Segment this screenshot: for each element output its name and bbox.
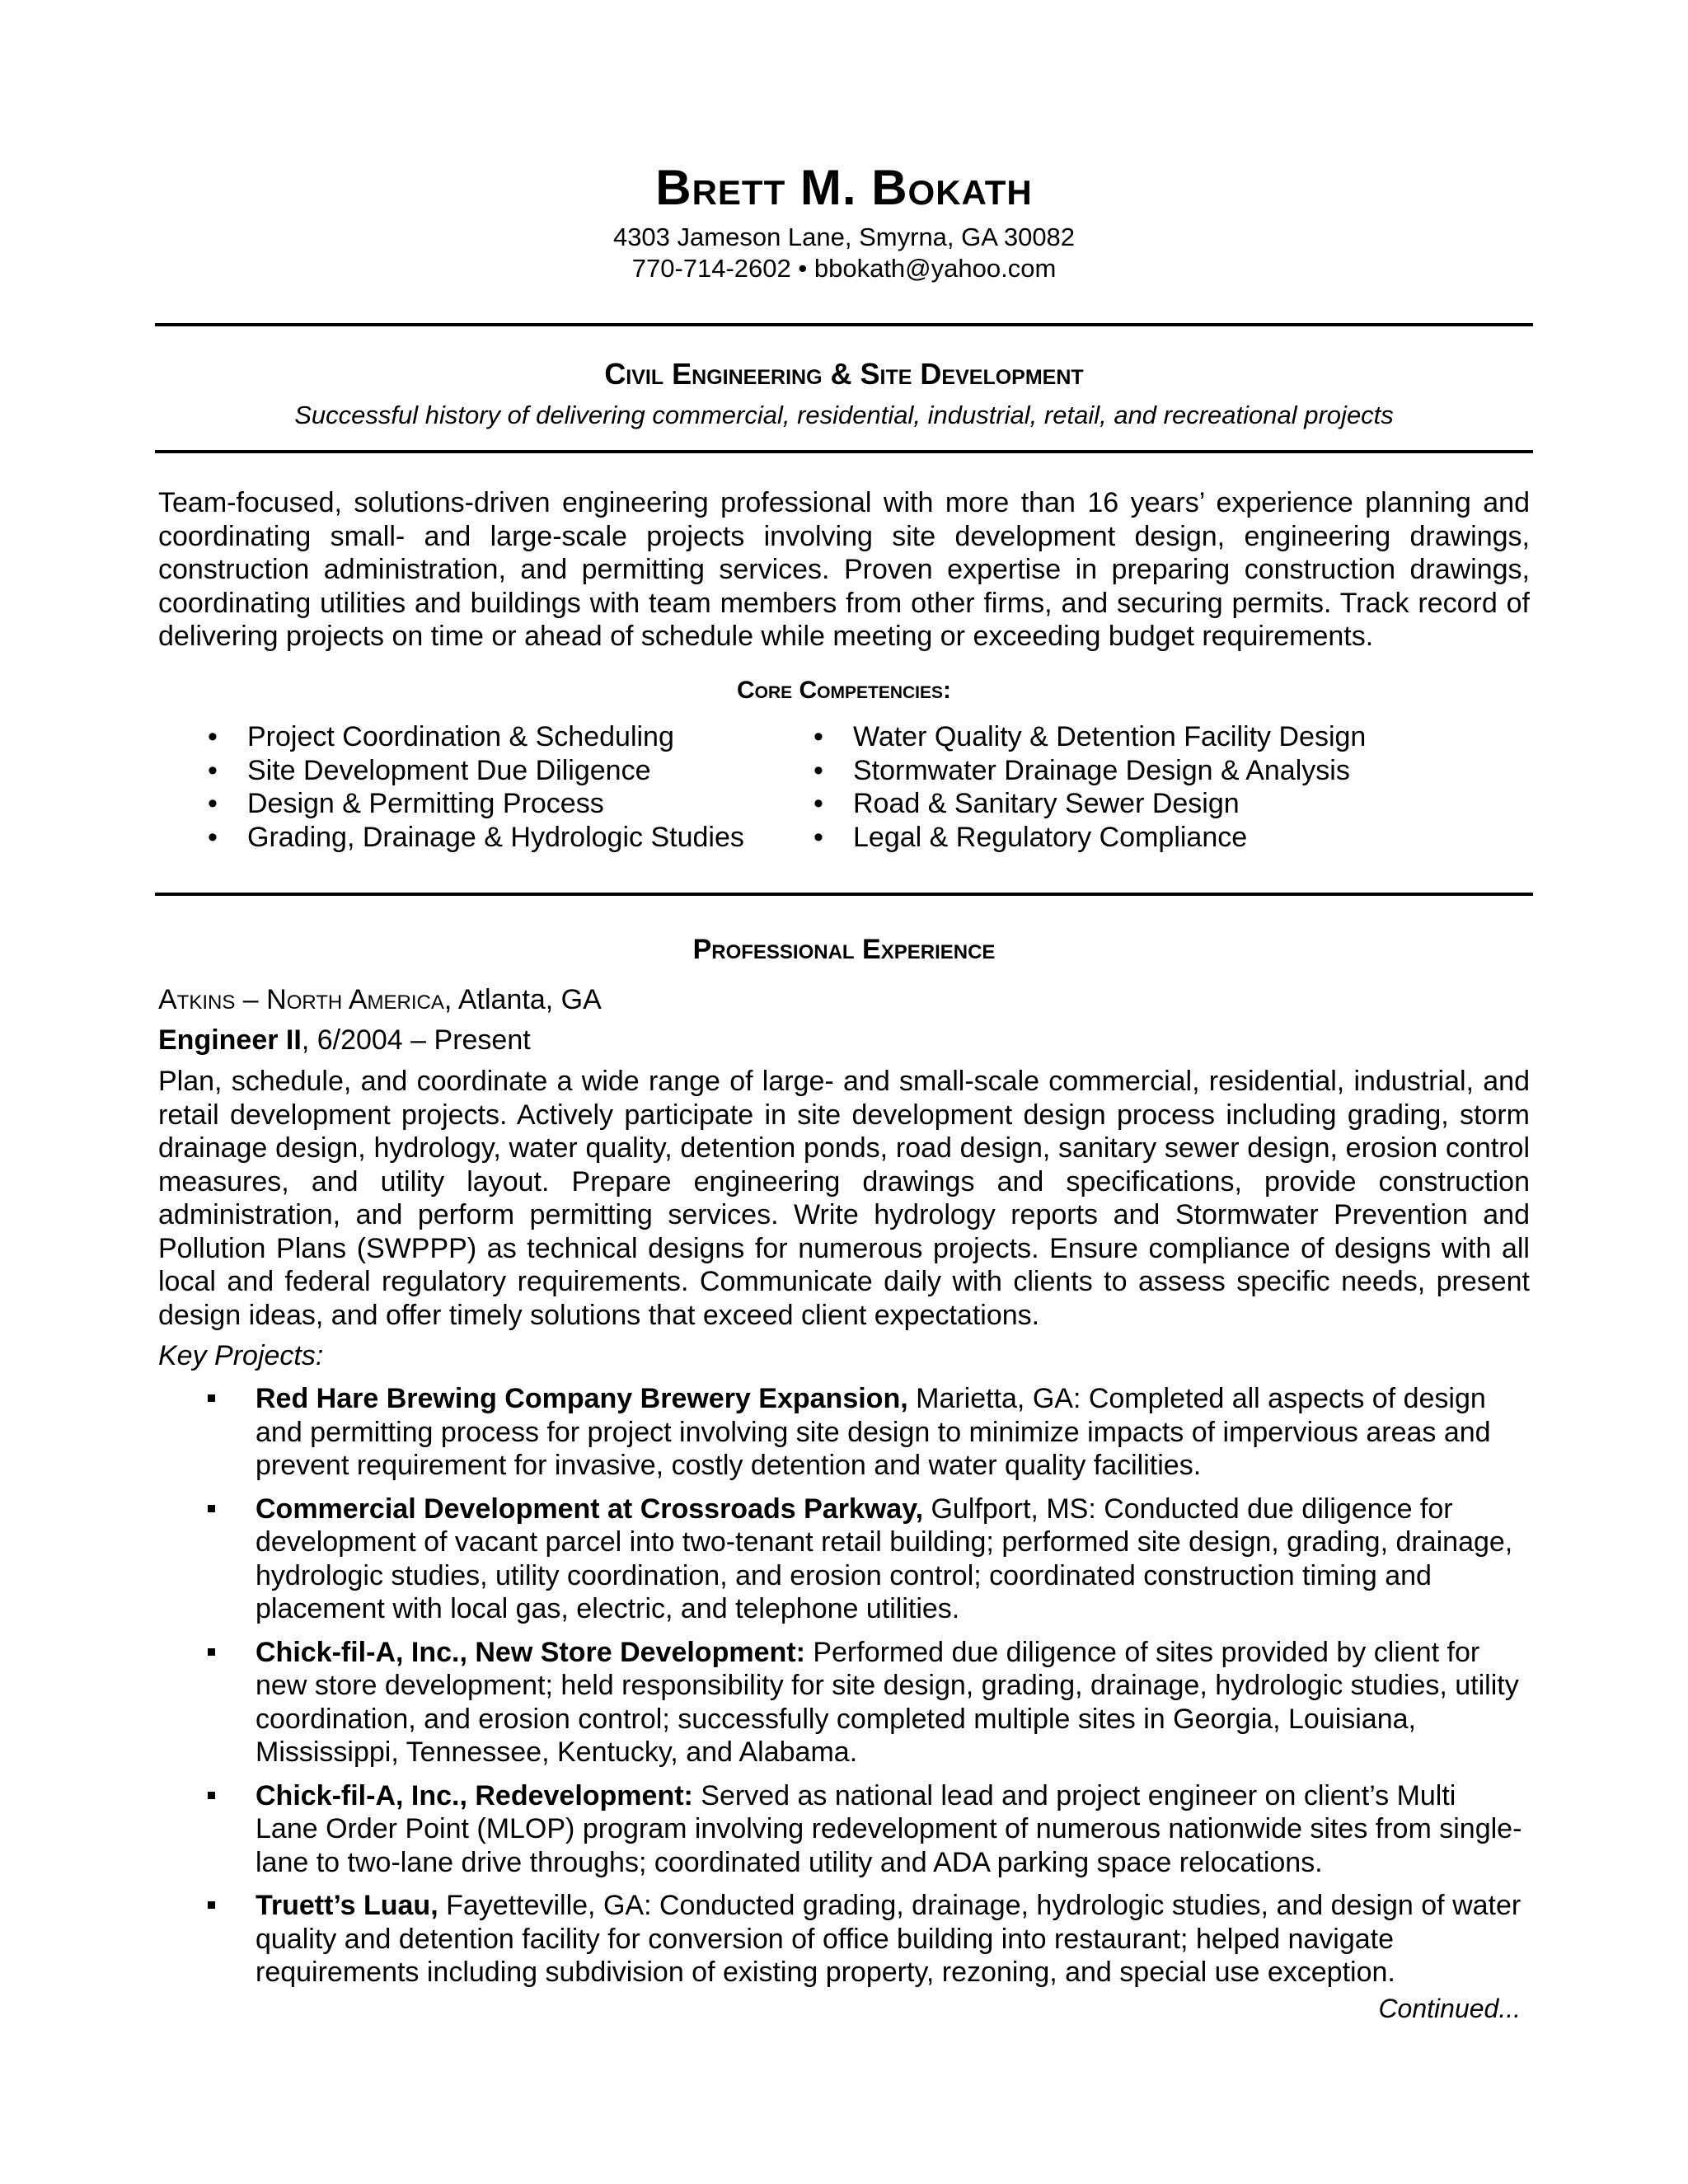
square-bullet-icon [208, 1505, 215, 1512]
continued-note: Continued... [1378, 1994, 1521, 2023]
project-item [256, 1382, 1525, 1483]
divider-headline [155, 450, 1533, 453]
competencies-right-list [814, 720, 1367, 854]
role-line [158, 1023, 531, 1057]
bullet-icon: • [208, 721, 218, 752]
headline-tagline: Successful history of delivering commercial, residential, industrial, retail, and recreational projects [294, 401, 1394, 429]
project-item [256, 1636, 1525, 1769]
bullet-icon: • [208, 821, 218, 853]
project-name: Red Hare Brewing Company Brewery Expansion, [256, 1383, 908, 1414]
divider-top [155, 323, 1533, 326]
project-name: Chick-fil-A, Inc., Redevelopment: [256, 1779, 693, 1811]
key-projects-label: Key Projects: [158, 1340, 324, 1371]
project-name: Chick-fil-A, Inc., New Store Development: [256, 1636, 805, 1668]
square-bullet-icon [208, 1901, 215, 1909]
bullet-icon: • [814, 754, 823, 786]
project-name: Truett’s Luau, [256, 1890, 438, 1921]
competency-item: • Stormwater Drainage Design & Analysis [814, 754, 1350, 786]
competency-item: • Grading, Drainage & Hydrologic Studies [208, 821, 744, 853]
project-item [256, 1493, 1525, 1626]
competencies-left-list [208, 720, 744, 854]
competency-item: • Road & Sanitary Sewer Design [814, 788, 1240, 819]
bullet-icon: • [814, 788, 823, 819]
project-text: Marietta, GA: Completed all aspects of design and permitting process for project involving site design to minimize impacts of impervious areas and prevent requirement for invasive, costly detention and water quality facilities. [256, 1383, 1491, 1481]
summary-paragraph: Team-focused, solutions-driven engineering professional with more than 16 years’ experience planning and coordinating small- and large-scale projects involving site development design, engineering drawings, construction administration, and permitting services. Proven expertise in preparing construction drawings, coordinating utilities and buildings with team members from other firms, and securing permits. Track record of delivering projects on time or ahead of schedule while meeting or exceeding budget requirements. [158, 487, 1530, 652]
square-bullet-icon [208, 1394, 215, 1402]
address: 4303 Jameson Lane, Smyrna, GA 30082 [612, 223, 1076, 251]
square-bullet-icon [208, 1648, 215, 1656]
experience-title: Professional Experience [692, 934, 996, 965]
bullet-icon: • [814, 821, 823, 853]
bullet-icon: • [208, 754, 218, 786]
contact-line: 770-714-2602 • bbokath@yahoo.com [631, 254, 1057, 283]
project-text: Gulfport, MS: Conducted due diligence for development of vacant parcel into two-tenant retail building; performed site design, grading, drainage, hydrologic studies, utility coordination, and erosion control; coordinated construction timing and placement with local gas, electric, and telephone utilities. [256, 1493, 1513, 1624]
project-item [256, 1889, 1525, 1990]
project-text: Performed due diligence of sites provided by client for new store development; held responsibility for site design, grading, drainage, hydrologic studies, utility coordination, and erosion control; successfully completed multiple sites in Georgia, Louisiana, Mississippi, Tennessee, Kentucky, and Alabama. [256, 1636, 1519, 1768]
role-dates: , 6/2004 – Present [301, 1024, 531, 1056]
divider-experience [155, 893, 1533, 896]
project-name: Commercial Development at Crossroads Parkway, [256, 1493, 924, 1525]
employer-name: Atkins – North America [158, 984, 444, 1015]
project-text: Fayetteville, GA: Conducted grading, drainage, hydrologic studies, and design of water quality and detention facility for conversion of office building into restaurant; helped navigate requirements including subdivision of existing property, rezoning, and special use exception. [256, 1890, 1522, 1988]
candidate-name: Brett M. Bokath [655, 160, 1033, 215]
role-title: Engineer II [158, 1024, 302, 1056]
competency-item: • Design & Permitting Process [208, 788, 604, 819]
competency-item: • Water Quality & Detention Facility Design [814, 721, 1367, 752]
competency-item: • Legal & Regulatory Compliance [814, 821, 1248, 853]
project-text: Served as national lead and project engineer on client’s Multi Lane Order Point (MLOP) program involving redevelopment of numerous nationwide sites from single-lane to two-lane drive throughs; coordinated utility and ADA parking space relocations. [256, 1779, 1522, 1878]
experience-description: Plan, schedule, and coordinate a wide range of large- and small-scale commercial, residential, industrial, and retail development projects. Actively participate in site development design process including grading, storm drainage design, hydrology, water quality, detention ponds, road design, sanitary sewer design, erosion control measures, and utility layout. Prepare engineering drawings and specifications, provide construction administration, and perform permitting services. Write hydrology reports and Stormwater Prevention and Pollution Plans (SWPPP) as technical designs for numerous projects. Ensure compliance of designs with all local and federal regulatory requirements. Communicate daily with clients to assess specific needs, present design ideas, and offer timely solutions that exceed client expectations. [158, 1066, 1530, 1331]
employer-location: , Atlanta, GA [443, 984, 602, 1015]
competency-item: • Site Development Due Diligence [208, 754, 651, 786]
headline-title: Civil Engineering & Site Development [604, 357, 1084, 391]
square-bullet-icon [208, 1792, 215, 1799]
bullet-icon: • [208, 788, 218, 819]
employer-line [158, 982, 602, 1017]
bullet-icon: • [814, 721, 823, 752]
competencies-title: Core Competencies: [736, 677, 952, 704]
project-item [256, 1779, 1525, 1880]
key-projects-list [256, 1382, 1525, 1999]
competency-item: • Project Coordination & Scheduling [208, 721, 674, 752]
